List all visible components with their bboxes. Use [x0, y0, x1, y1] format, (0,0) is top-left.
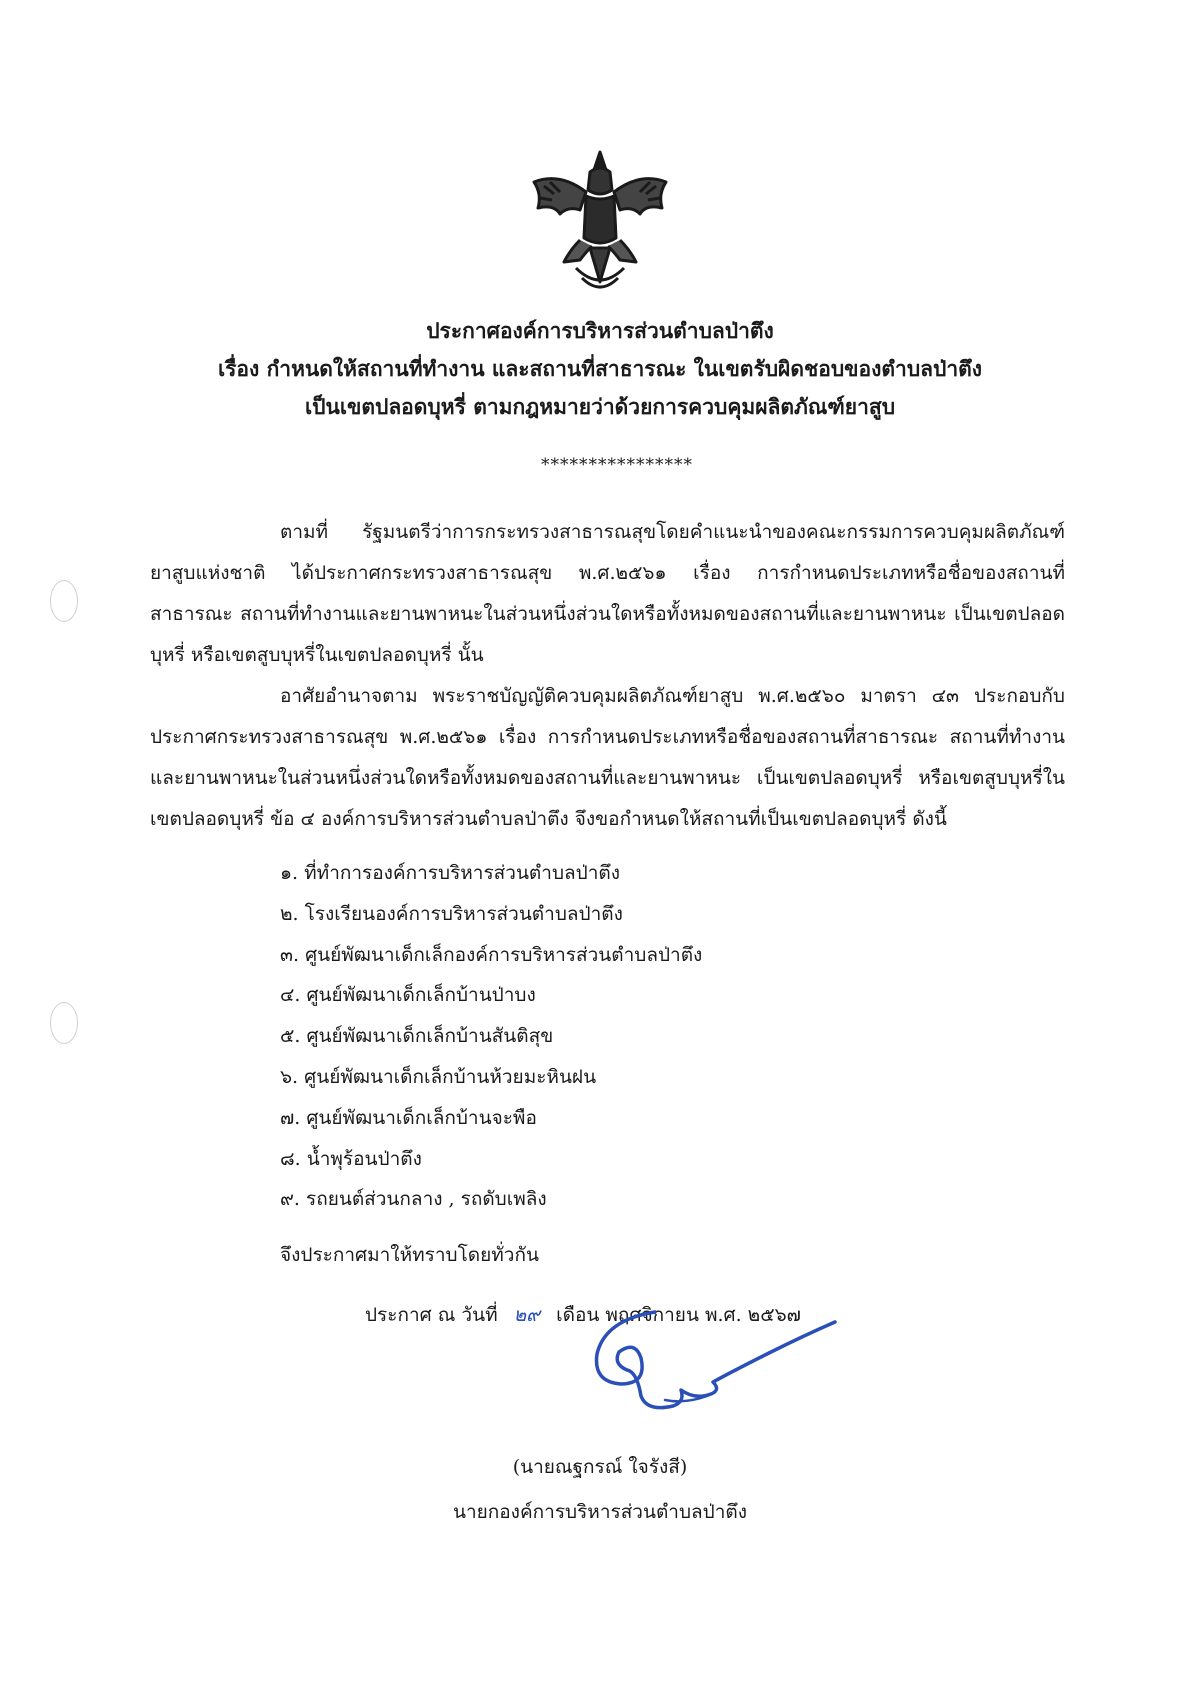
date-prefix: ประกาศ ณ วันที่: [365, 1304, 498, 1326]
list-item: ๖. ศูนย์พัฒนาเด็กเล็กบ้านห้วยมะหินฝน: [280, 1065, 597, 1088]
paragraph-1: ตามที่ รัฐมนตรีว่าการกระทรวงสาธารณสุขโดยคำแนะนำของคณะกรรมการควบคุมผลิตภัณฑ์ยาสูบแห่งชาติ ได้ประกาศกระทรวงสาธารณสุข พ.ศ.๒๕๖๑ เรื่อง การกำหนดประเภทหรือชื่อของสถานที่สาธารณะ สถานที่ทำงานและยานพาหนะในส่วนหนึ่งส่วนใดหรือทั้งหมดของสถานที่และยานพาหนะ เป็นเขตปลอดบุหรี่ หรือเขตสูบบุหรี่ในเขตปลอดบุหรี่ นั้น: [150, 521, 1065, 666]
paragraph-2: อาศัยอำนาจตาม พระราชบัญญัติควบคุมผลิตภัณฑ์ยาสูบ พ.ศ.๒๕๖๐ มาตรา ๔๓ ประกอบกับประกาศกระทรวงสาธารณสุข พ.ศ.๒๕๖๑ เรื่อง การกำหนดประเภทหรือชื่อของสถานที่สาธารณะ สถานที่ทำงานและยานพาหนะในส่วนหนึ่งส่วนใดหรือทั้งหมดของสถานที่และยานพาหนะ เป็นเขตปลอดบุหรี่ หรือเขตสูบบุหรี่ในเขตปลอดบุหรี่ ข้อ ๔ องค์การบริหารส่วนตำบลป่าตึง จึงขอกำหนดให้สถานที่เป็นเขตปลอดบุหรี่ ดังนี้: [150, 685, 1065, 830]
document-title: [0, 312, 1200, 426]
list-item: ๓. ศูนย์พัฒนาเด็กเล็กองค์การบริหารส่วนตำบลป่าตึง: [280, 943, 703, 966]
handwritten-signature-icon: [535, 1300, 855, 1430]
list-item: ๙. รถยนต์ส่วนกลาง , รถดับเพลิง: [280, 1188, 547, 1211]
list-item: ๑. ที่ทำการองค์การบริหารส่วนตำบลป่าตึง: [280, 862, 620, 884]
punch-hole-mark: [50, 580, 78, 622]
punch-hole-mark: [50, 1002, 78, 1044]
closing-statement: จึงประกาศมาให้ทราบโดยทั่วกัน: [280, 1244, 539, 1266]
smoke-free-places-list: [280, 853, 702, 1220]
list-item: ๘. น้ำพุร้อนป่าตึง: [280, 1147, 422, 1170]
title-line-1: ประกาศองค์การบริหารส่วนตำบลป่าตึง: [426, 318, 774, 343]
signer-title: นายกองค์การบริหารส่วนตำบลป่าตึง: [452, 1501, 748, 1523]
separator: ****************: [541, 455, 693, 475]
list-item: ๗. ศูนย์พัฒนาเด็กเล็กบ้านจะพือ: [280, 1106, 537, 1129]
list-item: ๒. โรงเรียนองค์การบริหารส่วนตำบลป่าตึง: [280, 902, 623, 925]
title-line-3: เป็นเขตปลอดบุหรี่ ตามกฎหมายว่าด้วยการควบคุมผลิตภัณฑ์ยาสูบ: [304, 394, 896, 419]
date-suffix: เดือน พฤศจิกายน พ.ศ. ๒๕๖๗: [556, 1304, 801, 1326]
title-line-2: เรื่อง กำหนดให้สถานที่ทำงาน และสถานที่สาธารณะ ในเขตรับผิดชอบของตำบลป่าตึง: [217, 356, 983, 381]
date-day: ๒๙: [513, 1304, 541, 1326]
list-item: ๕. ศูนย์พัฒนาเด็กเล็กบ้านสันติสุข: [280, 1025, 554, 1048]
garuda-emblem-icon: [520, 142, 680, 302]
list-item: ๔. ศูนย์พัฒนาเด็กเล็กบ้านป่าบง: [280, 984, 536, 1007]
signer-name: (นายณฐกรณ์ ใจรังสี): [512, 1456, 688, 1478]
document-body: [150, 512, 1065, 840]
